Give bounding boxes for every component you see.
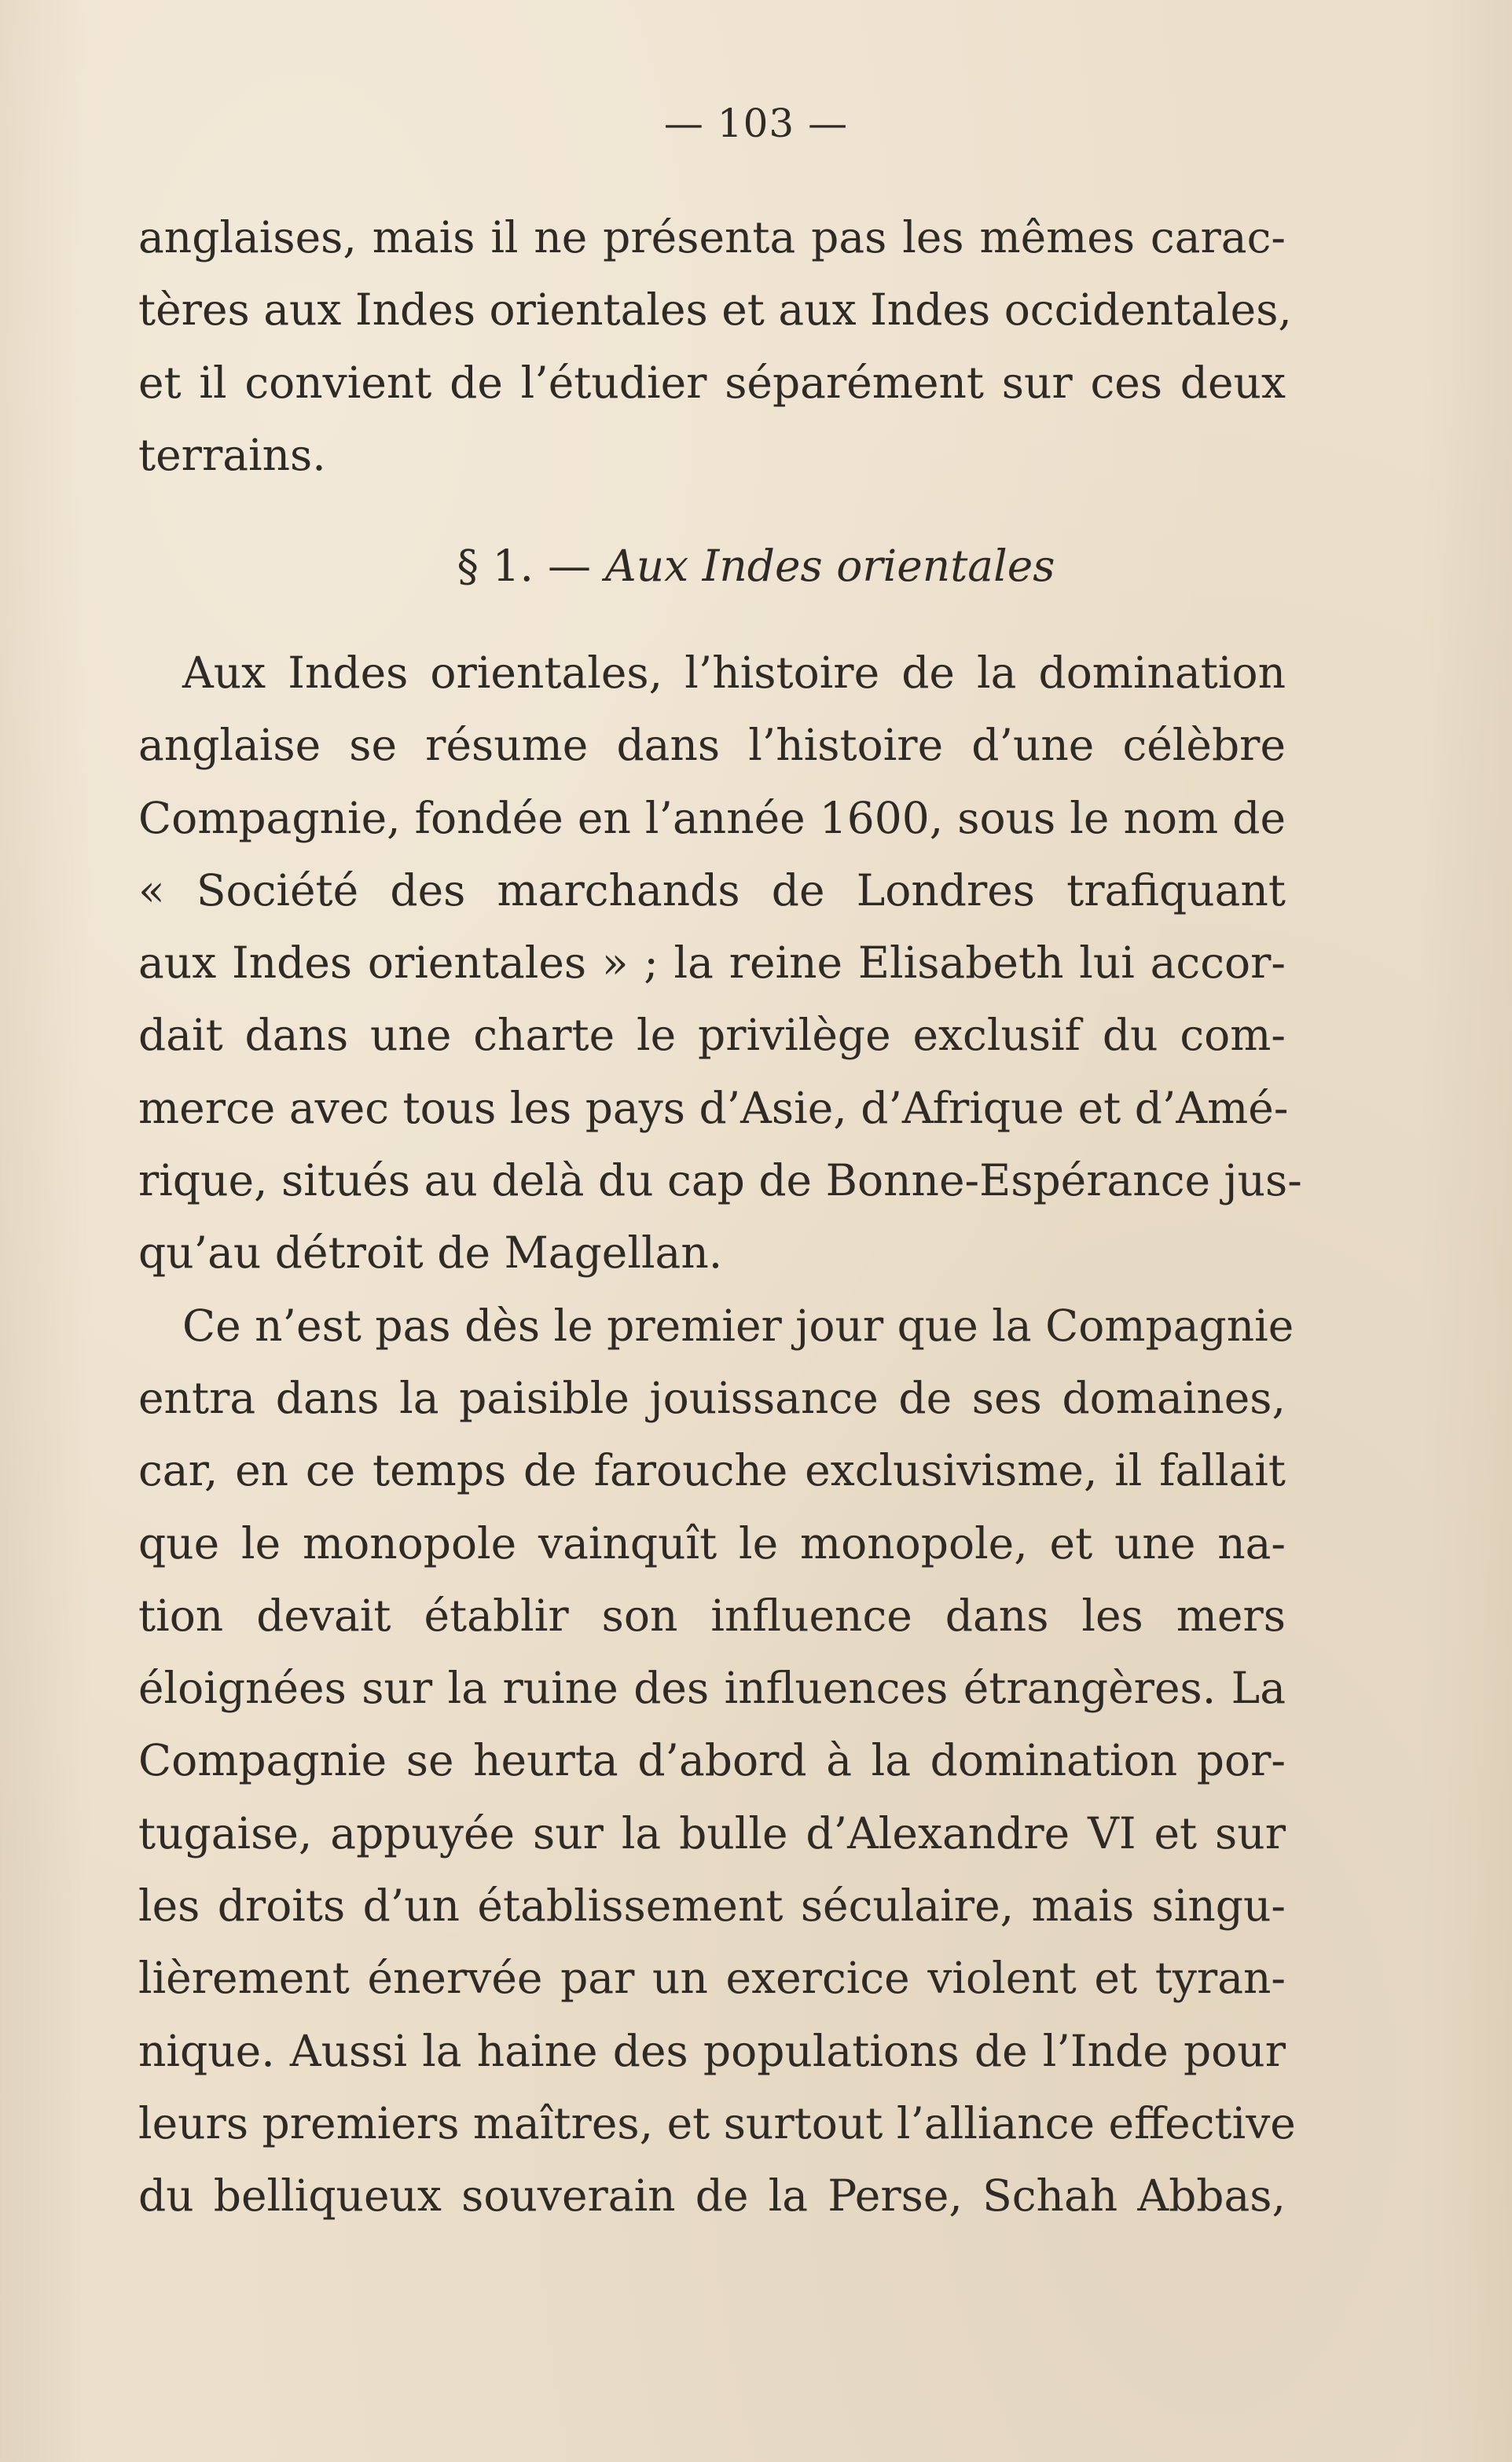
text-line: rique, situés au delà du cap de Bonne-Espérance jus- <box>138 1155 1302 1206</box>
text-line: anglaises, mais il ne présenta pas les mêmes carac- <box>138 212 1286 262</box>
text-line: du belliqueux souverain de la Perse, Schah Abbas, <box>138 2170 1286 2222</box>
paragraph-first-line: Ce n’est pas dès le premier jour que la Compagnie <box>182 1300 1294 1351</box>
section-dash: — <box>547 541 591 591</box>
body-text <box>138 637 1302 2233</box>
text-line: nique. Aussi la haine des populations de l’Inde pour <box>138 2025 1286 2076</box>
text-line: les droits d’un établissement séculaire, mais singu- <box>138 1880 1286 1932</box>
page-number: — 103 — <box>663 101 849 146</box>
text-line: merce avec tous les pays d’Asie, d’Afrique et d’Amé- <box>138 1082 1289 1133</box>
text-line: qu’au détroit de Magellan. <box>138 1227 723 1279</box>
text-line: Compagnie, fondée en l’année 1600, sous le nom de <box>138 792 1286 843</box>
section-heading <box>0 541 1512 591</box>
paragraph-continuation <box>138 201 1292 491</box>
text-line: aux Indes orientales » ; la reine Elisabeth lui accor- <box>138 937 1286 989</box>
text-line: tères aux Indes orientales et aux Indes occidentales, <box>138 284 1292 336</box>
text-line: terrains. <box>138 429 326 480</box>
text-line: leurs premiers maîtres, et surtout l’alliance effective <box>138 2097 1296 2148</box>
section-number: § 1. <box>457 541 534 591</box>
text-line: et il convient de l’étudier séparément sur ces deux <box>138 357 1286 408</box>
text-line: dait dans une charte le privilège exclusif du com- <box>138 1010 1286 1061</box>
text-line: Compagnie se heurta d’abord à la domination por- <box>138 1735 1286 1786</box>
text-line: tugaise, appuyée sur la bulle d’Alexandre VI et sur <box>138 1807 1286 1858</box>
text-line: entra dans la paisible jouissance de ses domaines, <box>138 1372 1286 1423</box>
paragraph-first-line: Aux Indes orientales, l’histoire de la domination <box>182 648 1286 698</box>
text-line: anglaise se résume dans l’histoire d’une célèbre <box>138 720 1286 771</box>
text-line: lièrement énervée par un exercice violent et tyran- <box>138 1953 1286 2004</box>
text-line: que le monopole vainquît le monopole, et une na- <box>138 1517 1286 1569</box>
text-line: tion devait établir son influence dans les mers <box>138 1590 1286 1641</box>
section-title: Aux Indes orientales <box>604 541 1055 591</box>
text-line: car, en ce temps de farouche exclusivisme, il fallait <box>138 1445 1286 1496</box>
text-line: éloignées sur la ruine des influences étrangères. La <box>138 1663 1286 1714</box>
text-line: « Société des marchands de Londres trafiquant <box>138 864 1286 915</box>
